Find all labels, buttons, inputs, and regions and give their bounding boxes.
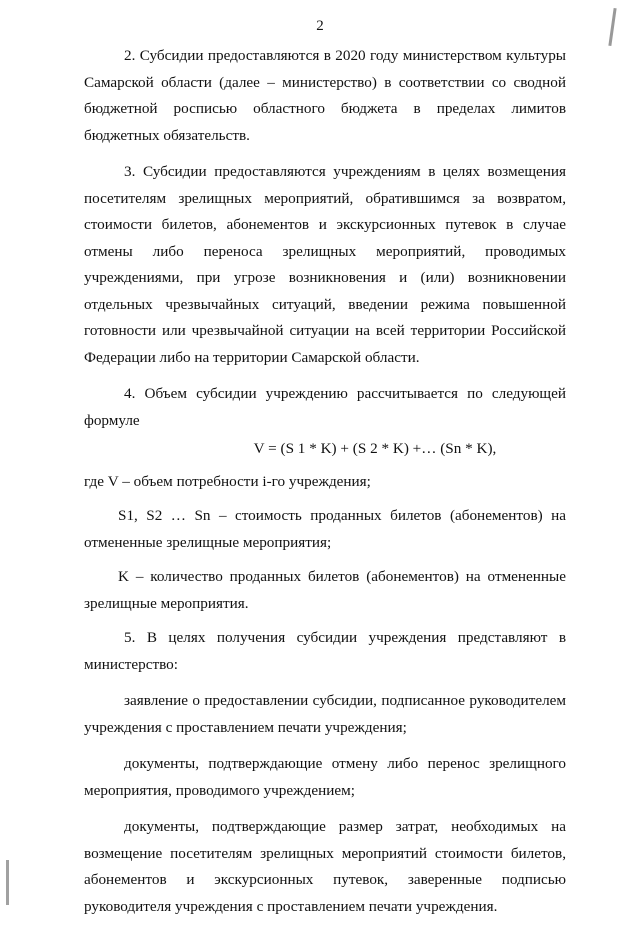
definition-s: S1, S2 … Sn – стоимость проданных билетов (абонементов) на отмененные зрелищные мероприятия; — [84, 507, 566, 551]
definition-k: K – количество проданных билетов (абонементов) на отмененные зрелищные мероприятия. — [84, 568, 566, 612]
definition-v: где V – объем потребности i-го учреждения; — [84, 472, 371, 490]
formula: V = (S 1 * K) + (S 2 * K) +… (Sn * K), — [253, 440, 497, 457]
page-number: 2 — [316, 18, 324, 34]
scan-edge-mark-left — [6, 860, 9, 905]
paragraph-2: 2. Субсидии предоставляются в 2020 году министерством культуры Самарской области (далее – министерство) в соответствии со сводной бюджетной росписью областного бюджета в пределах лимитов бюджетных обязательств. — [84, 47, 566, 144]
document-body — [84, 43, 566, 930]
paragraph-5: 5. В целях получения субсидии учреждения представляют в министерство: — [84, 629, 566, 673]
list-item-cost-docs: документы, подтверждающие размер затрат, необходимых на возмещение посетителям зрелищных мероприятий стоимости билетов, абонементов и экскурсионных путевок, заверенные подписью руководителя учреждения с проставлением печати учреждения. — [84, 818, 566, 915]
paragraph-4: 4. Объем субсидии учреждению рассчитывается по следующей формуле — [84, 385, 566, 429]
list-item-cancellation-docs: документы, подтверждающие отмену либо перенос зрелищного мероприятия, проводимого учреждением; — [84, 755, 566, 799]
paragraph-3: 3. Субсидии предоставляются учреждениям в целях возмещения посетителям зрелищных мероприятий, обратившимся за возвратом, стоимости билетов, абонементов и экскурсионных путевок в случае отмены либо переноса зрелищных мероприятий, проводимых учреждениями, при угрозе возникновения и (или) возникновении отдельных чрезвычайных ситуаций, введении режима повышенной готовности или чрезвычайной ситуации на всей территории Российской Федерации либо на территории Самарской области. — [84, 163, 566, 366]
list-item-application: заявление о предоставлении субсидии, подписанное руководителем учреждения с проставлением печати учреждения; — [84, 692, 566, 736]
